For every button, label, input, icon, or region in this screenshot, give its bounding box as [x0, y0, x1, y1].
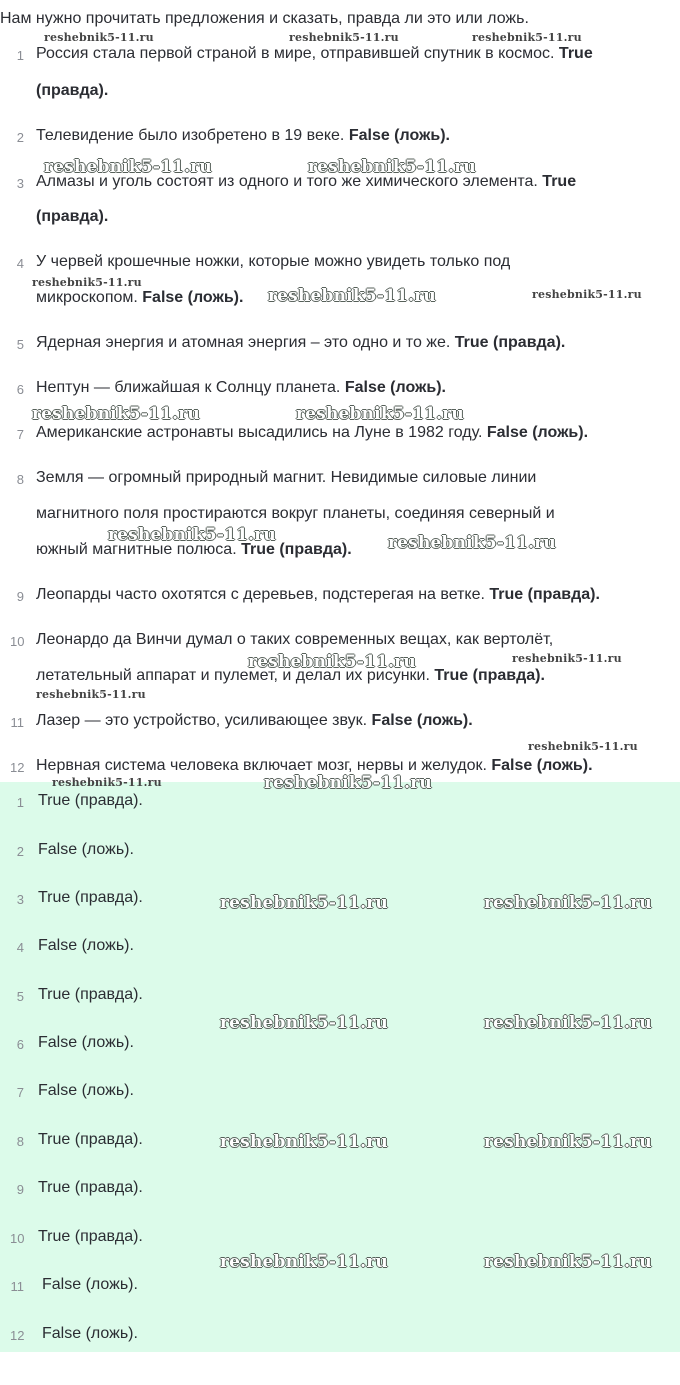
answer-number: 1 [16, 795, 24, 810]
question-text: У червей крошечные ножки, которые можно увидеть только под [36, 253, 511, 270]
question-number: 1 [16, 48, 24, 63]
answer-text: True (правда). [38, 1228, 143, 1245]
answer-number: 9 [16, 1182, 24, 1197]
question-line [36, 127, 450, 145]
watermark: reshebnik5-11.ru [388, 533, 556, 553]
answer-number: 11 [10, 1279, 24, 1294]
question-text: Ядерная энергия и атомная энергия – это одно и то же. [36, 334, 451, 351]
answer-text: False (ложь). [38, 1082, 134, 1099]
question-text: летательный аппарат и пулемет, и делал их рисунки. [36, 667, 430, 684]
watermark: reshebnik5-11.ru [52, 776, 162, 789]
watermark: reshebnik5-11.ru [268, 286, 436, 306]
question-text: Нервная система человека включает мозг, нервы и желудок. [36, 757, 487, 774]
watermark: reshebnik5-11.ru [289, 31, 399, 44]
question-line [36, 424, 588, 442]
question-text: Алмазы и уголь состоят из одного и того же химического элемента. [36, 173, 538, 190]
watermark: reshebnik5-11.ru [36, 688, 146, 701]
watermark: reshebnik5-11.ru [264, 773, 432, 793]
watermark: reshebnik5-11.ru [44, 31, 154, 44]
question-text: магнитного поля простираются вокруг планеты, соединяя северный и [36, 505, 555, 522]
question-line [36, 45, 593, 63]
verdict-label: True (правда). [236, 541, 352, 558]
watermark: reshebnik5-11.ru [472, 31, 582, 44]
answer-text: True (правда). [38, 792, 143, 809]
answer-text: False (ложь). [42, 1325, 138, 1342]
verdict-label: (правда). [36, 82, 109, 99]
watermark: reshebnik5-11.ru [484, 893, 652, 913]
question-number: 6 [16, 382, 24, 397]
watermark: reshebnik5-11.ru [484, 1013, 652, 1033]
question-line [36, 712, 473, 730]
answer-number: 5 [16, 989, 24, 1004]
question-number: 3 [16, 176, 24, 191]
verdict-label: False (ложь). [482, 424, 589, 441]
watermark: reshebnik5-11.ru [528, 740, 638, 753]
verdict-label: False (ложь). [344, 127, 450, 144]
question-line [36, 208, 108, 226]
answer-text: True (правда). [38, 1131, 143, 1148]
watermark: reshebnik5-11.ru [512, 652, 622, 665]
question-text: Леопарды часто охотятся с деревьев, подстерегая на ветке. [36, 586, 485, 603]
watermark: reshebnik5-11.ru [220, 1252, 388, 1272]
question-number: 11 [10, 715, 24, 730]
answer-text: False (ложь). [38, 937, 134, 954]
verdict-label: False (ложь). [367, 712, 473, 729]
verdict-label: True [537, 173, 577, 190]
question-line [36, 505, 555, 523]
question-line [36, 469, 536, 487]
question-number: 7 [16, 427, 24, 442]
answer-text: False (ложь). [38, 841, 134, 858]
answer-number: 3 [16, 892, 24, 907]
answer-text: True (правда). [38, 986, 143, 1003]
verdict-label: True (правда). [429, 667, 545, 684]
answer-text: False (ложь). [38, 1034, 134, 1051]
verdict-label: True [554, 45, 593, 62]
watermark: reshebnik5-11.ru [532, 288, 642, 301]
verdict-label: False (ложь). [137, 289, 244, 306]
question-number: 5 [16, 337, 24, 352]
question-line [36, 586, 600, 604]
watermark: reshebnik5-11.ru [296, 404, 464, 424]
watermark: reshebnik5-11.ru [220, 1132, 388, 1152]
answer-number: 10 [10, 1231, 25, 1246]
question-text: Лазер — это устройство, усиливающее звук. [36, 712, 368, 729]
question-number: 9 [16, 589, 24, 604]
question-text: Телевидение было изобретено в 19 веке. [36, 127, 345, 144]
question-line [36, 82, 108, 100]
question-number: 12 [10, 760, 25, 775]
question-text: микроскопом. [36, 289, 138, 306]
verdict-label: (правда). [36, 208, 109, 225]
watermark: reshebnik5-11.ru [220, 893, 388, 913]
intro-text: Нам нужно прочитать предложения и сказать, правда ли это или ложь. [0, 10, 529, 27]
question-line [36, 289, 243, 307]
answer-number: 6 [16, 1037, 24, 1052]
answer-number: 8 [16, 1134, 24, 1149]
answer-text: True (правда). [38, 1179, 143, 1196]
verdict-label: True (правда). [484, 586, 600, 603]
watermark: reshebnik5-11.ru [108, 525, 276, 545]
question-line [36, 379, 446, 397]
question-text: Американские астронавты высадились на Луне в 1982 году. [36, 424, 483, 441]
question-text: Нептун — ближайшая к Солнцу планета. [36, 379, 341, 396]
answer-number: 4 [16, 940, 24, 955]
watermark: reshebnik5-11.ru [484, 1132, 652, 1152]
answer-text: False (ложь). [42, 1276, 138, 1293]
watermark: reshebnik5-11.ru [248, 652, 416, 672]
answer-number: 12 [10, 1328, 25, 1343]
question-text: Россия стала первой страной в мире, отправившей спутник в космос. [36, 45, 555, 62]
verdict-label: True (правда). [450, 334, 566, 351]
verdict-label: False (ложь). [486, 757, 593, 774]
watermark: reshebnik5-11.ru [220, 1013, 388, 1033]
watermark: reshebnik5-11.ru [308, 157, 476, 177]
watermark: reshebnik5-11.ru [32, 276, 142, 289]
watermark: reshebnik5-11.ru [44, 157, 212, 177]
answer-number: 7 [16, 1085, 24, 1100]
question-number: 8 [16, 472, 24, 487]
watermark: reshebnik5-11.ru [32, 404, 200, 424]
watermark: reshebnik5-11.ru [484, 1252, 652, 1272]
question-text: Земля — огромный природный магнит. Невидимые силовые линии [36, 469, 537, 486]
question-text: южный магнитные полюса. [36, 541, 237, 558]
answer-number: 2 [16, 844, 24, 859]
question-number: 2 [16, 130, 24, 145]
question-number: 4 [16, 256, 24, 271]
question-line [36, 631, 553, 649]
verdict-label: False (ложь). [340, 379, 446, 396]
question-text: Леонардо да Винчи думал о таких современных вещах, как вертолёт, [36, 631, 554, 648]
answer-text: True (правда). [38, 889, 143, 906]
question-number: 10 [10, 634, 25, 649]
question-line [36, 253, 510, 271]
question-line [36, 334, 565, 352]
